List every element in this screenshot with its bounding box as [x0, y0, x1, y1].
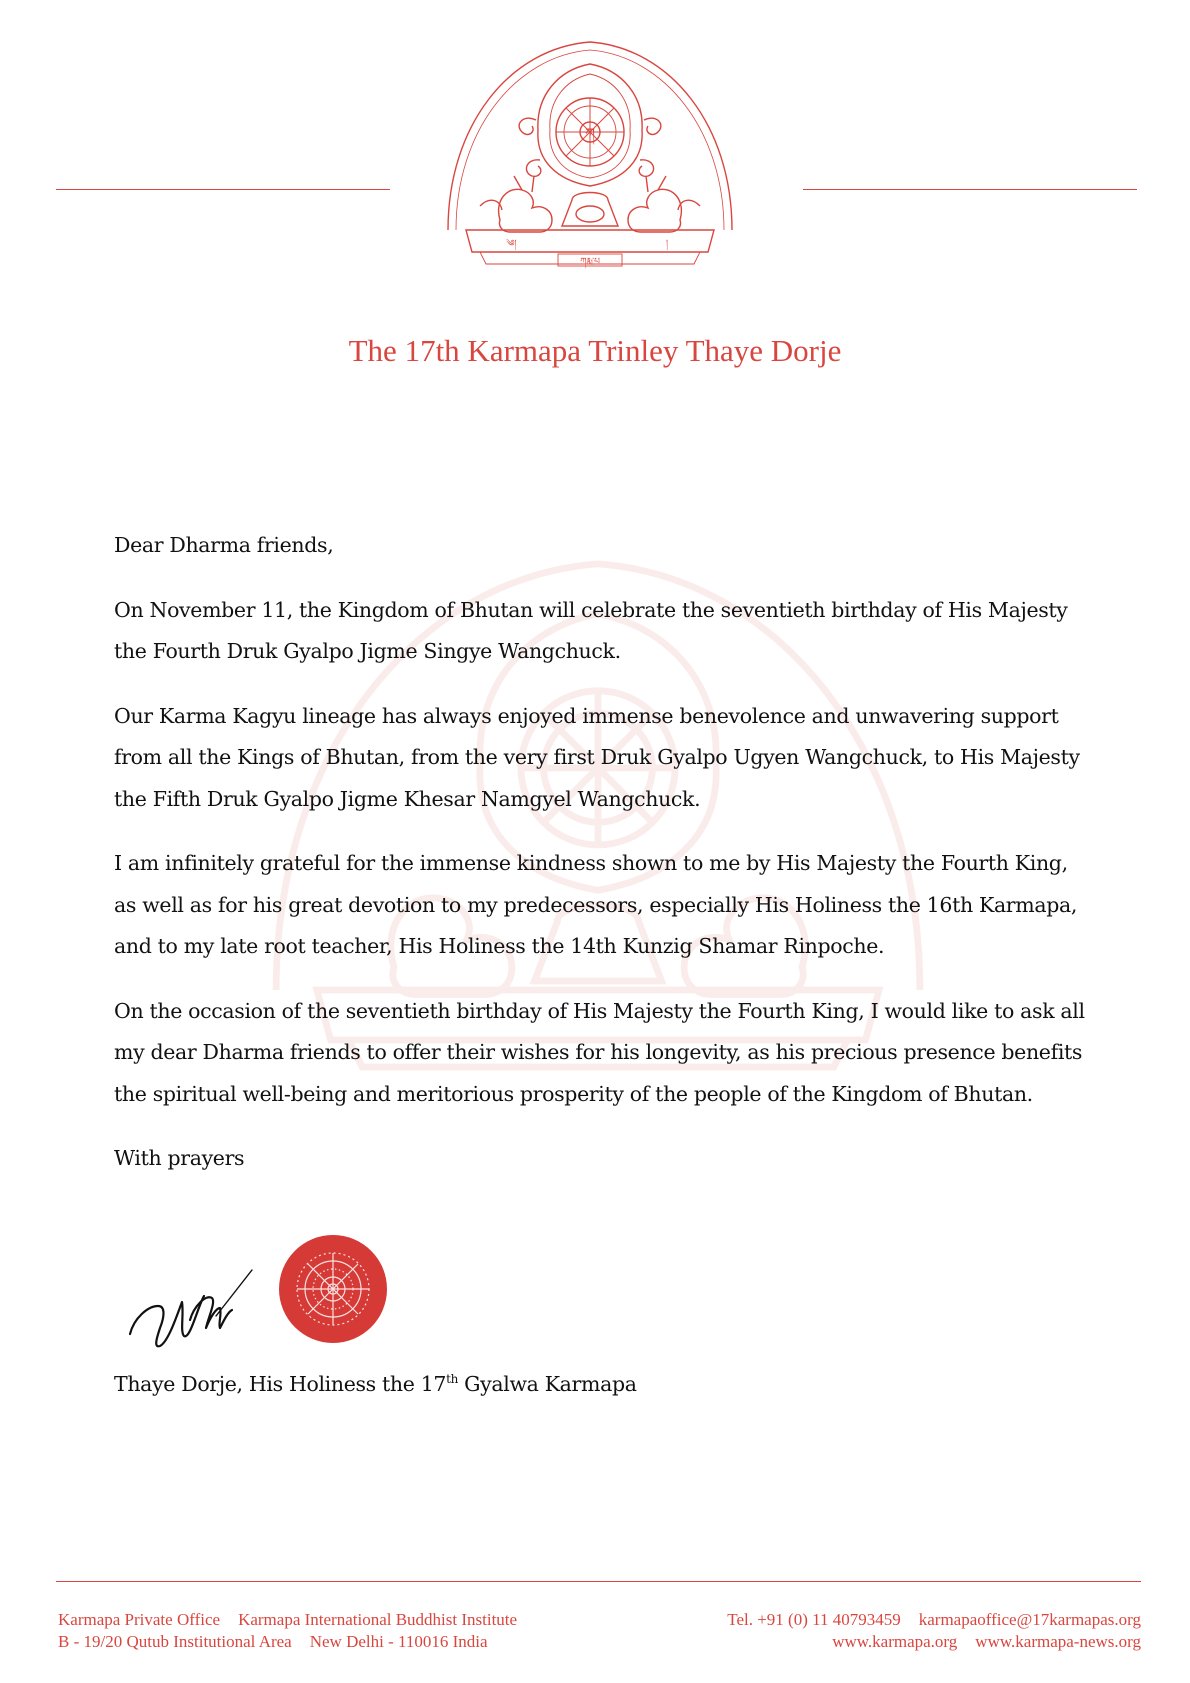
footer-office: Karmapa Private Office: [58, 1610, 221, 1629]
red-seal-icon: [277, 1233, 389, 1345]
header-rule-right: [803, 189, 1137, 190]
paragraph-1: On November 11, the Kingdom of Bhutan will celebrate the seventieth birthday of His Majesty the Fourth Druk Gyalpo Jigme Singye Wangchuck.: [114, 597, 1068, 663]
handwritten-signature-icon: [124, 1262, 264, 1352]
footer-address: [58, 1632, 488, 1652]
paragraph-4: On the occasion of the seventieth birthday of His Majesty the Fourth King, I would like to ask all my dear Dharma friends to offer their wishes for his longevity, as his precious presence benefits the spiritual well-being and meritorious prosperity of the people of the Kingdom of Bhutan.: [114, 998, 1085, 1106]
footer-city: New Delhi - 110016 India: [309, 1632, 488, 1651]
footer-websites: [832, 1632, 1141, 1652]
footer-phone: Tel. +91 (0) 11 40793459: [727, 1610, 901, 1629]
footer-street: B - 19/20 Qutub Institutional Area: [58, 1632, 292, 1651]
signer-line: [114, 1372, 637, 1396]
svg-text:༄།: ༄།: [506, 239, 517, 249]
signer-name: Thaye Dorje, His Holiness the 17: [114, 1372, 447, 1396]
footer-institute: Karmapa International Buddhist Institute: [238, 1610, 518, 1629]
footer-email[interactable]: karmapaoffice@17karmapas.org: [918, 1610, 1141, 1629]
paragraph-2: Our Karma Kagyu lineage has always enjoyed immense benevolence and unwavering support from all the Kings of Bhutan, from the very first Druk Gyalpo Ugyen Wangchuck, to His Majesty the Fifth Druk Gyalpo Jigme Khesar Namgyel Wangchuck.: [114, 703, 1080, 811]
header-rule-left: [56, 189, 390, 190]
letter-body: [114, 525, 1094, 1203]
closing: With prayers: [114, 1146, 245, 1170]
signer-title: Gyalwa Karmapa: [457, 1372, 637, 1396]
footer-organization: [58, 1610, 517, 1630]
svg-text:ཀ: ཀ: [585, 126, 595, 142]
svg-text:ཀརྨ་པ: ཀརྨ་པ: [580, 257, 600, 267]
footer-contact: [727, 1610, 1141, 1630]
signer-ordinal: th: [446, 1372, 458, 1387]
footer-website-1[interactable]: www.karmapa.org: [832, 1632, 958, 1651]
salutation: Dear Dharma friends,: [114, 533, 334, 557]
karmapa-emblem-icon: [440, 30, 740, 280]
footer-rule: [56, 1581, 1141, 1582]
svg-text:།: །: [666, 239, 668, 249]
paragraph-3: I am infinitely grateful for the immense kindness shown to me by His Majesty the Fourth King, as well as for his great devotion to my predecessors, especially His Holiness the 16th Karmapa, and to my late root teacher, His Holiness the 14th Kunzig Shamar Rinpoche.: [114, 851, 1078, 958]
footer-website-2[interactable]: www.karmapa-news.org: [975, 1632, 1141, 1651]
letterhead-title: The 17th Karmapa Trinley Thaye Dorje: [348, 333, 842, 368]
